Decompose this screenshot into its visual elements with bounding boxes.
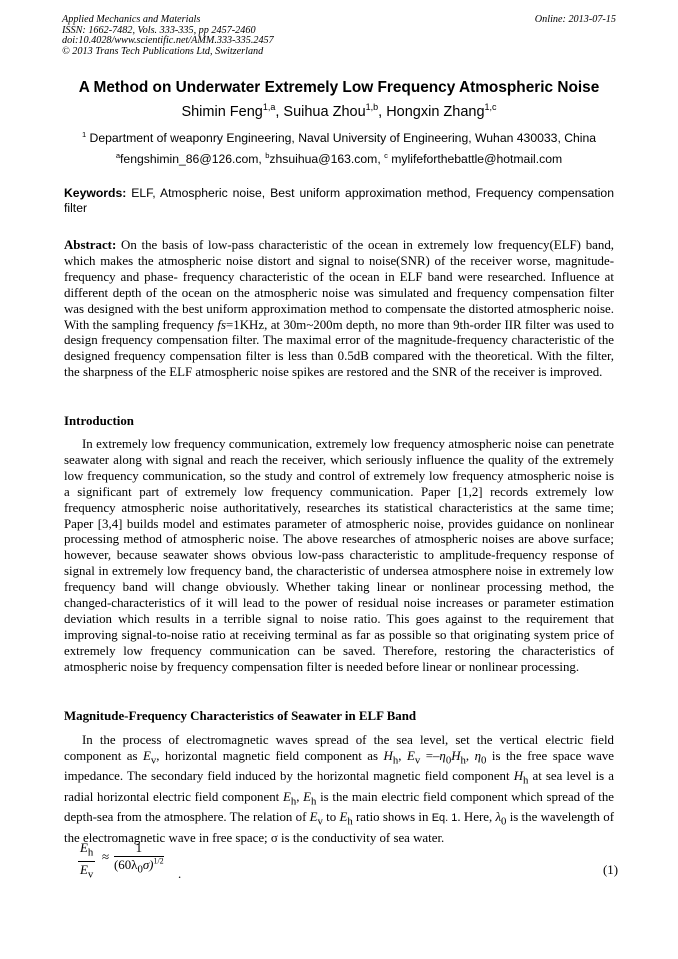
equation-dot: . <box>178 867 182 881</box>
para-text: to <box>322 810 340 825</box>
email: fengshimin_86@126.com, <box>120 152 266 166</box>
subscript: h <box>87 846 94 859</box>
symbol-eta: η <box>474 748 482 763</box>
abstract-text: On the basis of low-pass characteristic of the ocean in extremely low frequency(ELF) band, which makes the atmospheric noise distort and signal to noise(SNR) of the receiver worse, magnitude-frequency and phase- frequency characteristic of the ocean in ELF band were researched. Influence at different depth of the ocean on the atmospheric noise was simulated and frequency compensation filter was designed with the best uniform approximation method to compensate the distorted atmospheric noise. With the sampling frequency <box>64 238 614 332</box>
paper-title: A Method on Underwater Extremely Low Frequency Atmospheric Noise <box>78 79 600 96</box>
para-text: ratio shows in <box>352 810 432 825</box>
email-mark: c <box>384 150 388 160</box>
doi-line: doi:10.4028/www.scientific.net/AMM.333-335.2457 <box>62 35 274 47</box>
copyright-line: © 2013 Trans Tech Publications Ltd, Switzerland <box>62 45 264 57</box>
intro-paragraph: In extremely low frequency communication, extremely low frequency atmospheric noise can penetrate seawater along with signal and reach the receiver, which seriously influence the quality of the extremely low frequency communication, so the study and control of extremely low frequency atmospheric noise is a significant part of extremely low frequency communication. Paper [1,2] records extremely low frequency atmospheric noise authoritatively, researches its statistical characteristics at the same time; Paper [3,4] builds model and estimates parameter of atmospheric noise, provides guidance on nonlinear processing method of atmospheric noise. The above researches of atmospheric noises are above surface; however, because seawater shows obvious low-pass characteristic to amplitude-frequency response of signal in extremely low frequency band, the characteristic of undersea atmosphere noise in extremely low frequency band will change obviously. Whether taking linear or nonlinear processing method, the changed-characteristics of it will lead to the power of residual noise increases or parameter estimation deviation which results in a terrible signal to noise ratio. This goes against to the requirement that improving signal-to-noise ratio at receiving terminal as far as possible so that originating system price of extremely low frequency communication can be saved. Therefore, restoring the characteristics of atmospheric noise by frequency compensation filter is needed before linear or nonlinear processing. <box>64 437 614 674</box>
section-heading-magnitude: Magnitude-Frequency Characteristics of Seawater in ELF Band <box>64 709 417 723</box>
equation-number: (1) <box>602 863 618 877</box>
subscript: v <box>317 815 323 828</box>
symbol-eta: η <box>439 748 446 763</box>
symbol-E: E <box>143 748 151 763</box>
author-affil: 1,c <box>484 102 497 113</box>
author-list <box>40 104 638 120</box>
symbol-E: E <box>309 810 318 825</box>
equation-rhs <box>114 841 164 879</box>
para-text: – <box>432 748 440 763</box>
symbol-H: H <box>513 769 523 784</box>
email-mark: a <box>115 150 121 160</box>
para-text: , <box>296 789 304 804</box>
email: mylifeforthebattle@hotmail.com <box>387 152 563 166</box>
para-text: is the free space wave impedance. The secondary field induced by the horizontal magnetic field component <box>64 748 615 784</box>
journal-name: Applied Mechanics and Materials <box>62 14 201 25</box>
subscript: h <box>460 754 466 767</box>
symbol-E: E <box>339 810 348 825</box>
keywords <box>64 186 614 216</box>
email: zhsuihua@163.com, <box>269 152 385 166</box>
subscript: 0 <box>501 815 507 828</box>
para-text: = <box>420 748 433 763</box>
author-sep: , <box>378 104 387 120</box>
subscript: h <box>347 815 353 828</box>
para-text: at sea level is a radial horizontal electric field component <box>64 769 615 804</box>
subscript: v <box>87 868 94 881</box>
equation-1 <box>78 841 618 883</box>
author-name: Hongxin Zhang <box>386 104 485 120</box>
abstract-text: =1KHz, at 30m~200m depth, no more than 9th-order IIR filter was used to design frequency compensation filter. The maximal error of the magnitude-frequency characteristic of the designed frequency compensation filter is less than 0.5dB compared with the theoretical. With the filter, the sharpness of the ELF atmospheric noise spikes are restored and the SNR of the receiver is improved. <box>64 317 614 380</box>
abstract <box>64 238 614 381</box>
symbol-E: E <box>303 789 312 804</box>
magnitude-paragraph <box>64 733 614 847</box>
rhs-den-text: (60λ <box>114 858 138 872</box>
para-text: . Here, <box>457 810 496 825</box>
symbol-E: E <box>406 748 415 763</box>
lhs-denominator <box>78 862 95 884</box>
affil-mark: 1 <box>81 129 87 139</box>
email-list <box>40 152 638 166</box>
subscript: 0 <box>137 863 143 876</box>
symbol-lambda: λ <box>495 810 502 825</box>
equation-lhs <box>78 841 95 883</box>
subscript: h <box>290 795 297 808</box>
subscript: v <box>414 754 421 767</box>
author-sep: , <box>275 104 284 120</box>
abstract-symbol: fs <box>217 317 227 332</box>
lhs-numerator <box>78 841 95 862</box>
para-text: , <box>465 748 475 763</box>
affiliation <box>40 131 638 145</box>
symbol-E: E <box>282 789 291 804</box>
symbol-sigma: σ) <box>142 858 154 872</box>
para-text: In the process of electromagnetic waves spread of the sea level, set the vertical electric field component as <box>64 733 614 763</box>
exponent: 1/2 <box>153 856 164 866</box>
subscript: h <box>523 774 529 787</box>
approx-sign: ≈ <box>102 850 110 864</box>
para-text: is the main electric field component which spread of the depth-sea from the atmosphere. The relation of <box>64 789 614 825</box>
author-name: Suihua Zhou <box>283 104 366 120</box>
journal-header <box>62 15 616 57</box>
author-affil: 1,b <box>365 102 379 113</box>
para-text: is the wavelength of the electromagnetic wave in free space; σ is the conductivity of sea water. <box>64 810 614 845</box>
subscript: 0 <box>481 754 487 767</box>
para-text: , <box>398 748 407 763</box>
section-heading-introduction: Introduction <box>64 414 134 428</box>
rhs-numerator: 1 <box>114 841 164 857</box>
symbol-H: H <box>451 748 461 763</box>
subscript: h <box>311 795 317 808</box>
affil-text: Department of weaponry Engineering, Naval University of Engineering, Wuhan 430033, China <box>89 131 597 145</box>
subscript: v <box>150 754 157 767</box>
issn-line: ISSN: 1662-7482, Vols. 333-335, pp 2457-2460 <box>62 24 256 36</box>
symbol-E: E <box>80 841 88 855</box>
email-mark: b <box>265 150 270 160</box>
author-name: Shimin Feng <box>181 104 263 120</box>
keywords-text: ELF, Atmospheric noise, Best uniform approximation method, Frequency compensation filter <box>64 186 614 215</box>
subscript: 0 <box>445 754 452 767</box>
online-date: Online: 2013-07-15 <box>534 14 616 25</box>
rhs-denominator <box>114 857 164 879</box>
equation-reference: Eq. 1 <box>431 812 458 825</box>
subscript: h <box>392 754 399 767</box>
symbol-H: H <box>383 748 393 763</box>
author-affil: 1,a <box>262 102 276 113</box>
para-text: , horizontal magnetic field component as <box>156 748 384 763</box>
keywords-label: Keywords: <box>64 186 127 200</box>
symbol-E: E <box>80 862 88 877</box>
abstract-label: Abstract: <box>64 238 117 252</box>
